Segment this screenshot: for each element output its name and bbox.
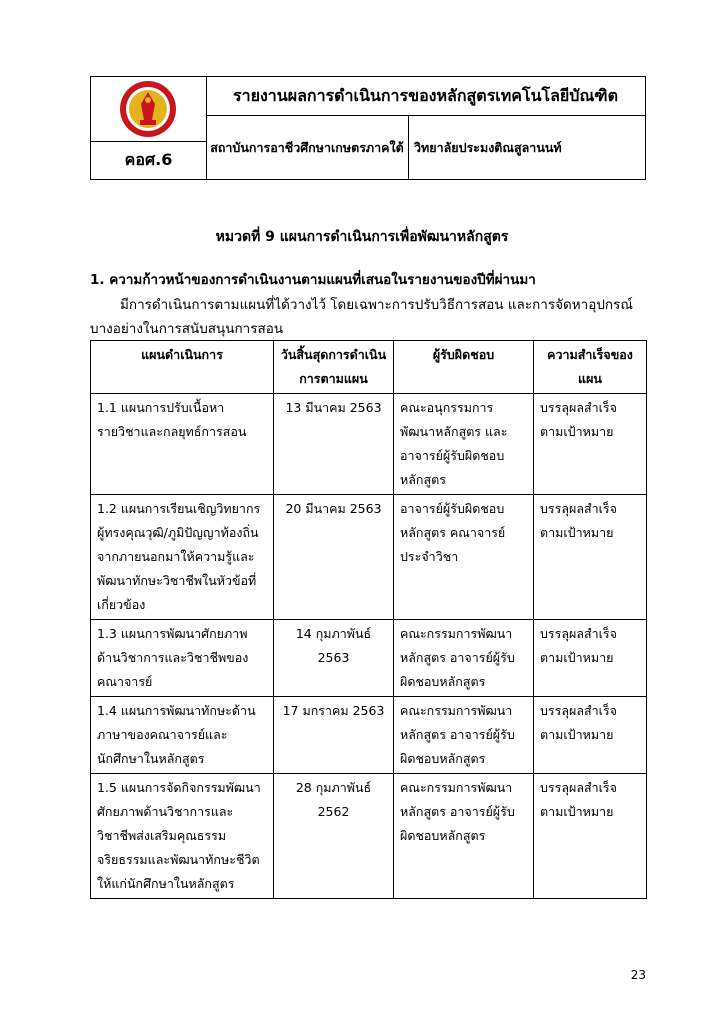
cell-date: 28 กุมภาพันธ์ 2562 <box>274 774 394 899</box>
section-heading: หมวดที่ 9 แผนการดำเนินการเพื่อพัฒนาหลักสูตร <box>215 229 509 245</box>
cell-date: 20 มีนาคม 2563 <box>274 495 394 620</box>
cell-plan: 1.1 แผนการปรับเนื้อหารายวิชาและกลยุทธ์การสอน <box>91 394 274 495</box>
cell-owner: คณะอนุกรรมการพัฒนาหลักสูตร และอาจารย์ผู้รับผิดชอบหลักสูตร <box>394 394 534 495</box>
cell-owner: คณะกรรมการพัฒนาหลักสูตร อาจารย์ผู้รับผิดชอบหลักสูตร <box>394 620 534 697</box>
institute-name: สถาบันการอาชีวศึกษาเกษตรภาคใต้ <box>206 115 409 180</box>
paragraph <box>90 293 646 341</box>
header-date: วันสิ้นสุดการดำเนินการตามแผน <box>274 341 394 394</box>
cell-result: บรรลุผลสำเร็จตามเป้าหมาย <box>534 495 647 620</box>
cell-owner: คณะกรรมการพัฒนาหลักสูตร อาจารย์ผู้รับผิดชอบหลักสูตร <box>394 697 534 774</box>
table-row <box>91 495 647 620</box>
institution-seal-logo <box>119 80 177 138</box>
cell-date: 17 มกราคม 2563 <box>274 697 394 774</box>
table-row <box>91 774 647 899</box>
table-header-row <box>91 341 647 394</box>
report-title: รายงานผลการดำเนินการของหลักสูตรเทคโนโลยีบัณฑิต <box>206 77 645 116</box>
cell-plan: 1.2 แผนการเรียนเชิญวิทยากรผู้ทรงคุณวุฒิ/ภูมิปัญญาท้องถิ่นจากภายนอกมาให้ความรู้และพัฒนาทักษะวิชาชีพในหัวข้อที่เกี่ยวข้อง <box>91 495 274 620</box>
cell-plan: 1.3 แผนการพัฒนาศักยภาพด้านวิชาการและวิชาชีพของคณาจารย์ <box>91 620 274 697</box>
report-header <box>90 76 646 180</box>
paragraph-text: มีการดำเนินการตามแผนที่ได้วางไว้ โดยเฉพาะการปรับวิธีการสอน และการจัดหาอุปกรณ์บางอย่างในการสนับสนุนการสอน <box>90 297 633 337</box>
plan-table <box>90 340 647 899</box>
cell-plan: 1.5 แผนการจัดกิจกรรมพัฒนาศักยภาพด้านวิชาการและวิชาชีพส่งเสริมคุณธรรม จริยธรรมและพัฒนาทักษะชีวิตให้แก่นักศึกษาในหลักสูตร <box>91 774 274 899</box>
logo-cell <box>91 77 207 142</box>
page-number: 23 <box>630 968 646 982</box>
cell-result: บรรลุผลสำเร็จตามเป้าหมาย <box>534 394 647 495</box>
cell-result: บรรลุผลสำเร็จตามเป้าหมาย <box>534 774 647 899</box>
cell-result: บรรลุผลสำเร็จตามเป้าหมาย <box>534 697 647 774</box>
form-code: คอศ.6 <box>91 141 207 180</box>
cell-owner: อาจารย์ผู้รับผิดชอบหลักสูตร คณาจารย์ประจำวิชา <box>394 495 534 620</box>
header-plan: แผนดำเนินการ <box>91 341 274 394</box>
cell-date: 14 กุมภาพันธ์ 2563 <box>274 620 394 697</box>
header-result: ความสำเร็จของแผน <box>534 341 647 394</box>
sub-heading: 1. ความก้าวหน้าของการดำเนินงานตามแผนที่เสนอในรายงานของปีที่ผ่านมา <box>90 272 536 288</box>
table-row <box>91 394 647 495</box>
header-owner: ผู้รับผิดชอบ <box>394 341 534 394</box>
table-row <box>91 697 647 774</box>
cell-result: บรรลุผลสำเร็จตามเป้าหมาย <box>534 620 647 697</box>
cell-plan: 1.4 แผนการพัฒนาทักษะด้านภาษาของคณาจารย์และนักศึกษาในหลักสูตร <box>91 697 274 774</box>
cell-owner: คณะกรรมการพัฒนาหลักสูตร อาจารย์ผู้รับผิดชอบหลักสูตร <box>394 774 534 899</box>
cell-date: 13 มีนาคม 2563 <box>274 394 394 495</box>
table-row <box>91 620 647 697</box>
college-name: วิทยาลัยประมงติณสูลานนท์ <box>414 139 562 155</box>
